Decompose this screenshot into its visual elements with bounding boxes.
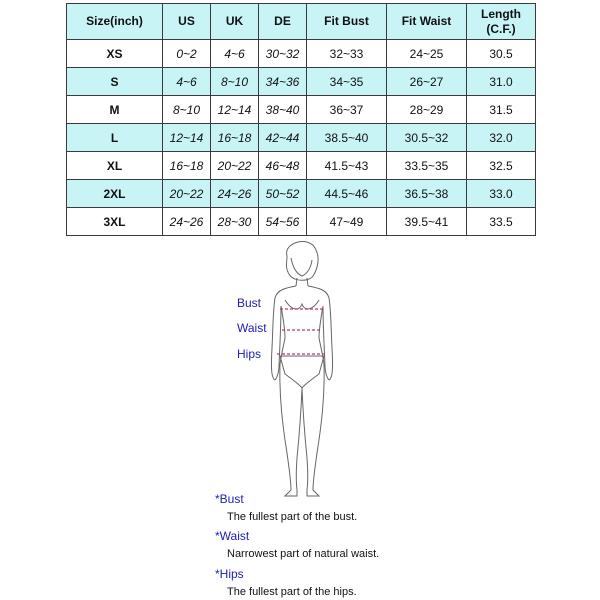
cell-fit-waist: 33.5~35 [387, 152, 467, 180]
table-row [67, 208, 536, 236]
cell-uk: 24~26 [211, 180, 259, 208]
legend-bust [215, 492, 357, 523]
cell-length: 33.0 [467, 180, 536, 208]
header-fit-bust: Fit Bust [307, 4, 387, 40]
table-header-row [67, 4, 536, 40]
cell-us: 16~18 [163, 152, 211, 180]
cell-fit-waist: 24~25 [387, 40, 467, 68]
hips-label: Hips [237, 347, 262, 361]
cell-us: 24~26 [163, 208, 211, 236]
cell-fit-bust: 38.5~40 [307, 124, 387, 152]
cell-uk: 20~22 [211, 152, 259, 180]
header-length: Length (C.F.) [467, 4, 536, 40]
cell-uk: 16~18 [211, 124, 259, 152]
body-figure [225, 238, 375, 498]
cell-us: 8~10 [163, 96, 211, 124]
cell-size: XS [67, 40, 163, 68]
body-figure-icon [225, 238, 375, 498]
cell-fit-waist: 28~29 [387, 96, 467, 124]
table-row [67, 40, 536, 68]
cell-fit-waist: 39.5~41 [387, 208, 467, 236]
bust-label: Bust [237, 296, 262, 310]
cell-length: 32.0 [467, 124, 536, 152]
header-de: DE [259, 4, 307, 40]
cell-size: S [67, 68, 163, 96]
cell-uk: 4~6 [211, 40, 259, 68]
table-row [67, 180, 536, 208]
legend-bust-title: *Bust [215, 492, 244, 506]
cell-fit-bust: 36~37 [307, 96, 387, 124]
header-us: US [163, 4, 211, 40]
cell-fit-bust: 47~49 [307, 208, 387, 236]
table-row [67, 68, 536, 96]
legend-hips-desc: The fullest part of the hips. [227, 586, 357, 598]
cell-fit-bust: 34~35 [307, 68, 387, 96]
cell-size: 3XL [67, 208, 163, 236]
cell-length: 32.5 [467, 152, 536, 180]
legend-hips [215, 567, 357, 598]
legend-bust-desc: The fullest part of the bust. [227, 511, 358, 523]
cell-fit-bust: 32~33 [307, 40, 387, 68]
waist-label: Waist [237, 321, 267, 335]
cell-uk: 28~30 [211, 208, 259, 236]
table-row [67, 152, 536, 180]
cell-de: 54~56 [259, 208, 307, 236]
cell-de: 46~48 [259, 152, 307, 180]
cell-de: 34~36 [259, 68, 307, 96]
cell-size: 2XL [67, 180, 163, 208]
cell-fit-bust: 44.5~46 [307, 180, 387, 208]
cell-length: 30.5 [467, 40, 536, 68]
cell-size: XL [67, 152, 163, 180]
cell-fit-waist: 30.5~32 [387, 124, 467, 152]
cell-fit-waist: 36.5~38 [387, 180, 467, 208]
size-chart-table [66, 3, 536, 236]
cell-uk: 8~10 [211, 68, 259, 96]
header-size: Size(inch) [67, 4, 163, 40]
cell-us: 20~22 [163, 180, 211, 208]
cell-us: 12~14 [163, 124, 211, 152]
cell-de: 50~52 [259, 180, 307, 208]
legend-hips-title: *Hips [215, 567, 244, 581]
cell-length: 31.0 [467, 68, 536, 96]
cell-uk: 12~14 [211, 96, 259, 124]
header-uk: UK [211, 4, 259, 40]
legend-waist-desc: Narrowest part of natural waist. [227, 548, 380, 560]
cell-length: 31.5 [467, 96, 536, 124]
cell-de: 30~32 [259, 40, 307, 68]
table-row [67, 96, 536, 124]
cell-de: 38~40 [259, 96, 307, 124]
legend-waist-title: *Waist [215, 529, 250, 543]
cell-fit-waist: 26~27 [387, 68, 467, 96]
cell-fit-bust: 41.5~43 [307, 152, 387, 180]
cell-us: 4~6 [163, 68, 211, 96]
cell-length: 33.5 [467, 208, 536, 236]
cell-size: M [67, 96, 163, 124]
header-fit-waist: Fit Waist [387, 4, 467, 40]
table-row [67, 124, 536, 152]
cell-size: L [67, 124, 163, 152]
cell-de: 42~44 [259, 124, 307, 152]
cell-us: 0~2 [163, 40, 211, 68]
legend-waist [215, 529, 379, 560]
